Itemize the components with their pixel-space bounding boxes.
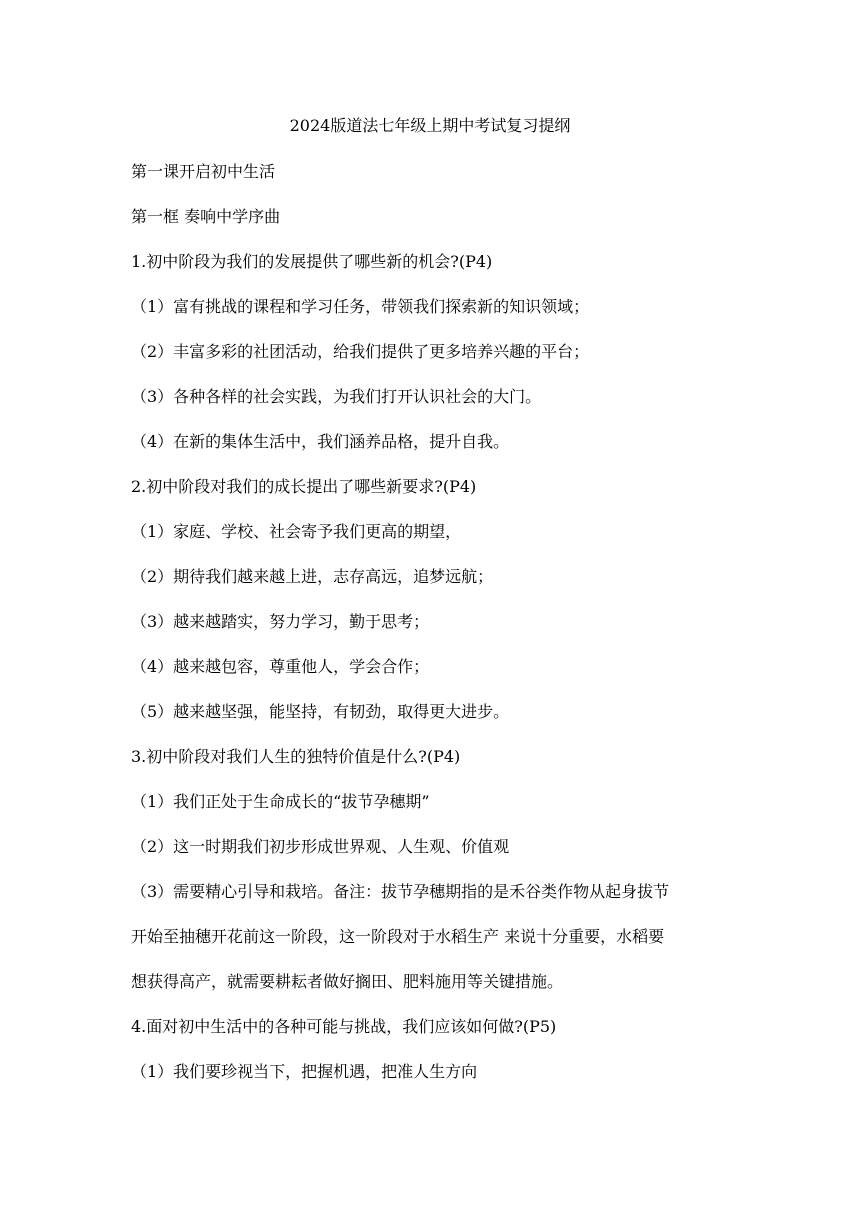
answer-2-3: （3）越来越踏实，努力学习，勤于思考； xyxy=(131,612,430,631)
answer-3-2: （2）这一时期我们初步形成世界观、人生观、价值观 xyxy=(131,837,510,856)
answer-4-1: （1）我们要珍视当下，把握机遇，把准人生方向 xyxy=(131,1062,478,1081)
answer-3-1: （1）我们正处于生命成长的“拔节孕穗期” xyxy=(131,792,430,811)
document-title: 2024版道法七年级上期中考试复习提纲 xyxy=(289,116,571,135)
question-2: 2.初中阶段对我们的成长提出了哪些新要求?(P4) xyxy=(131,477,477,496)
answer-2-1: （1）家庭、学校、社会寄予我们更高的期望， xyxy=(131,522,462,541)
answer-1-1: （1）富有挑战的课程和学习任务，带领我们探索新的知识领域； xyxy=(131,297,590,316)
question-1: 1.初中阶段为我们的发展提供了哪些新的机会?(P4) xyxy=(131,252,493,271)
question-3: 3.初中阶段对我们人生的独特价值是什么?(P4) xyxy=(131,747,461,766)
answer-3-3-continued: 开始至抽穗开花前这一阶段，这一阶段对于水稻生产 来说十分重要，水稻要 xyxy=(131,927,665,946)
answer-1-3: （3）各种各样的社会实践，为我们打开认识社会的大门。 xyxy=(131,387,542,406)
answer-2-5: （5）越来越坚强，能坚持，有韧劲，取得更大进步。 xyxy=(131,702,510,721)
section-heading: 第一框 奏响中学序曲 xyxy=(131,207,281,226)
lesson-heading: 第一课开启初中生活 xyxy=(131,162,276,181)
answer-3-3: （3）需要精心引导和栽培。备注：拔节孕穗期指的是禾谷类作物从起身拔节 xyxy=(131,882,670,901)
answer-2-2: （2）期待我们越来越上进，志存高远，追梦远航； xyxy=(131,567,494,586)
answer-3-3-continued-2: 想获得高产，就需要耕耘者做好搁田、肥料施用等关键措施。 xyxy=(131,972,564,991)
answer-2-4: （4）越来越包容，尊重他人，学会合作； xyxy=(131,657,430,676)
answer-1-4: （4）在新的集体生活中，我们涵养品格，提升自我。 xyxy=(131,432,510,451)
answer-1-2: （2）丰富多彩的社团活动，给我们提供了更多培养兴趣的平台； xyxy=(131,342,590,361)
question-4: 4.面对初中生活中的各种可能与挑战，我们应该如何做?(P5) xyxy=(131,1017,557,1036)
